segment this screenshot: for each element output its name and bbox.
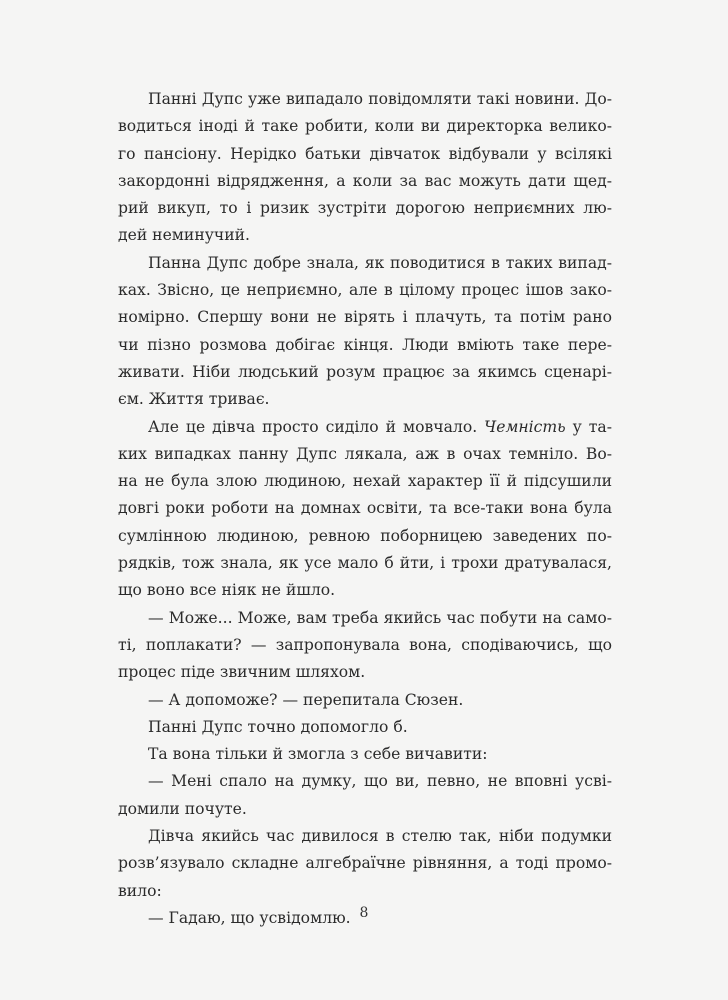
text-line: домили почуте. [118,799,247,818]
text-line: ті, поплакати? — запропонувала вона, сподіваючись, що [118,635,612,654]
text-line: рядків, тож знала, як усе мало б йти, і трохи дратувалася, [118,554,612,573]
text-line: дей неминучий. [118,226,250,245]
text-line: — Гадаю, що усвідомлю. [148,908,351,927]
text-line: Дівча якийсь час дивилося в стелю так, ніби подумки [148,827,612,846]
text-line: довгі роки роботи на домнах освіти, та все-таки вона була [118,499,612,518]
paragraph [118,714,612,741]
paragraph [118,86,612,250]
text-line: Та вона тільки й змогла з себе вичавити: [148,745,488,764]
text-line: процес піде звичним шляхом. [118,663,366,682]
text-line: номірно. Спершу вони не вірять і плачуть, та потім рано [118,308,612,327]
text-line: розв’язувало складне алгебраїчне рівняння, а тоді промо- [118,854,612,873]
paragraph [118,414,612,605]
page-number: 8 [359,905,369,921]
text-line: ких випадках панну Дупс лякала, аж в очах темніло. Во- [118,444,612,463]
paragraph [118,741,612,768]
text-line: сумлінною людиною, ревною поборницею заведених по- [118,526,612,545]
paragraph [118,768,612,823]
text-line: чи пізно розмова добігає кінця. Люди вміють таке пере- [118,335,612,354]
text-line: ках. Звісно, це неприємно, але в цілому процес ішов зако- [118,281,612,300]
paragraph [118,823,612,905]
paragraph [118,687,612,714]
text-line: закордонні відрядження, а коли за вас можуть дати щед- [118,171,612,190]
body-text [118,86,612,932]
text-segment: у та- [565,417,612,436]
text-line: Панні Дупс уже випадало повідомляти такі новини. До- [148,90,612,108]
text-segment: Але це дівча просто сиділо й мовчало. [148,417,485,436]
text-line: рий викуп, то і ризик зустріти дорогою неприємних лю- [118,199,612,218]
text-line: — Мені спало на думку, що ви, певно, не вповні усві- [148,772,612,791]
text-line: живати. Ніби людський розум працює за якимсь сценарі- [118,362,612,381]
text-line: водиться іноді й таке робити, коли ви директорка велико- [118,117,612,136]
text-line: на не була злою людиною, нехай характер її й підсушили [118,472,612,491]
paragraph [118,250,612,414]
text-line: Панні Дупс точно допомогло б. [148,717,408,736]
text-line [118,414,612,441]
text-line: го пансіону. Нерідко батьки дівчаток відбували у всілякі [118,144,612,163]
text-line: — Може... Може, вам треба якийсь час побути на само- [148,608,612,627]
text-line: — А допоможе? — перепитала Сюзен. [148,690,464,709]
paragraph [118,605,612,687]
text-line: що воно все ніяк не йшло. [118,581,336,600]
italic-word: Чемність [484,417,566,436]
text-line: Панна Дупс добре знала, як поводитися в таких випад- [148,253,612,272]
text-line: єм. Життя триває. [118,390,270,409]
text-line: вило: [118,881,162,900]
